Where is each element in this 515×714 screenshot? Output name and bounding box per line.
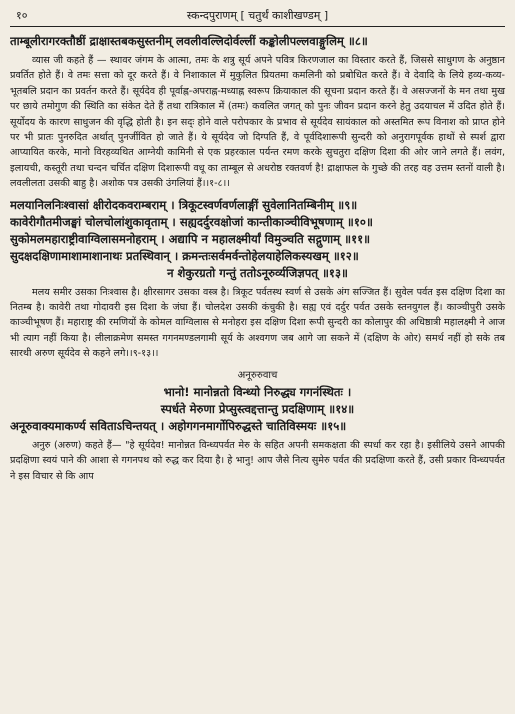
verse-line: मलयानिलनिःश्वासां क्षीरोदकवराम्बराम् । त्रिकूटस्वर्णवर्णलाङ्गीं सुवेलानितम्बिनीम् ॥९॥: [10, 197, 358, 212]
verse-line: ताम्बूलीरागरक्तौष्ठीं द्राक्षास्तबकसुस्तनीम् लवलीवल्लिदोर्वल्लीं कङ्कोलीपल्लवाङ्गुलिम् ॥८॥: [10, 34, 368, 48]
running-title: स्कन्दपुराणम् [ चतुर्थं काशीखण्डम् ]: [186, 9, 329, 22]
commentary-3: [10, 438, 505, 484]
commentary-paragraph: व्यास जी कहते हैं — स्थावर जंगम के आत्मा, तमः के शत्रु सूर्य अपने पवित्र किरणजाल का विस्तार करते हैं, जिससे साधुगण के अनुष्ठान प्रवर्तित होते हैं। वे तमः सत्ता को दूर करते हैं। वे निशाकाल में मुकुलित प्रियतमा कमलिनी को प्रबोधित करते हैं। वे देवादि के लिये हव्य-कव्य-भूतबलि प्रदान का प्रवर्तन करते हैं। सूर्यदेव ही पूर्वाह्न-अपराह्न-मध्याह्न स्वरूप क्रियाकाल की सूचना प्रदान करते हैं। वे असज्जनों के मन तथा मुख पर छाये तमोगुण की स्थिति का संकेत देते हैं तथा रात्रिकाल में (तमः) कवलित जगत् को पुनः जीवन प्रदान करने हेतु उदयाचल में उदित होते हैं। सूर्योदय के कारण साधुजन की वृद्धि होती है। इन सद्‌ः होने वाले परोपकार के प्रभाव से सूर्यदेव सायंकाल को अस्तमित रूप विनाश को प्राप्त होने पर भी प्रातः पुनरुदित अर्थात् पुनर्जीवित हो जाते हैं। ये सूर्यदेव जो दिग्पति हैं, वे पूर्वदिशारूपी सुन्दरी को अनुरागपूर्वक हाथों से स्पर्श द्वारा आप्यायित करके, मानो विरहव्यथित आग्नेयी कामिनी से एक प्रहरकाल पर्यन्त रमण करके सुचतुरा दक्षिण दिशा की ओर जाने लगते हैं। लवंग, इलायची, कस्तूरी तथा चन्दन चर्चित दक्षिण दिशारूपी वधू का ताम्बूल से अधरोष्ठ रक्तवर्ण है! द्राक्षाफल के गुच्छे की तरह वह उत्तम स्तनों वाली है। लवलीलता उसकी बाहु है। अशोक पत्र उसकी उंगलियां हैं।।१-८।।: [10, 55, 505, 190]
commentary-1: [10, 53, 505, 192]
commentary-paragraph: अनुरु (अरुण) कहते हैं— "हे सूर्यदेव! मानोन्नत विन्ध्यपर्वत मेरु के सहित अपनी समकक्षता की स्पर्धा कर रहा है। इसीलिये उसने आपकी प्रदक्षिणा स्वयं पाने की आशा से गगनपथ को रुद्ध कर दिया है। हे भानु! आप जैसे नित्य सुमेरु पर्वत की प्रदक्षिणा करते हैं, उसी प्रकार विन्ध्यपर्वत ने इस विचार से कि आप: [10, 439, 505, 482]
verse-block-3: [10, 384, 505, 435]
verse-line: कावेरीगौतमीजङ्घां चोलचोलांशुकावृताम् । सह्यदर्दुरवक्षोजां कान्तीकाञ्चीविभूषणाम् ॥१०॥: [10, 214, 373, 229]
header-rule: [10, 26, 505, 27]
verse-line: भानो! मानोन्नतो विन्ध्यो निरुद्ध्य गगनंस्थितः ।: [163, 384, 352, 399]
commentary-paragraph: मलय समीर उसका निःश्वास है। क्षीरसागर उसका वस्त्र है। त्रिकूट पर्वतस्थ स्वर्ण से उसके अंग सज्जित हैं। सुवेल पर्वत इस दक्षिण दिशा का नितम्ब है। कावेरी तथा गोदावरी इस दिशा के जंघा हैं। चोलदेश उसकी कंचुकी है। सह्य एवं दर्दुर पर्वत उसके स्तनयुगल हैं। काञ्चीपुरी उसके काञ्चीभूषण हैं। महाराष्ट्र की रमणियों के कोमल वाग्विलास से मनोहरा इस दक्षिण दिशा रूपी सुन्दरी का कोलापुर की अधिष्ठात्री महालक्ष्मी ने आज भी त्याग नहीं किया है। लीलाक्रमेण समस्त गगनमण्डलगामी सूर्य के अश्वगण जब आगे जा सकने में (दक्षिण के ओर) समर्थ नहीं हो सके तब सारथी अरुण सूर्यदेव से कहने लगे।।९-१३।।: [10, 286, 505, 360]
speaker-heading: अनूरुरुवाच: [237, 369, 278, 381]
verse-line: अनूरुवाक्यमाकर्ण्य सविताऽचिन्तयत् । अहोगगनमार्गोपिरुद्धस्ते चातिविस्मयः ॥१५॥: [10, 418, 347, 433]
commentary-2: [10, 285, 505, 362]
verse-line: न शेकुरग्रतो गन्तुं ततोऽनूरुर्व्यजिज्ञपत् ॥१३॥: [167, 265, 348, 280]
page-header: [10, 6, 505, 24]
verse-line: सुदक्षदक्षिणामाशामाशानाथः प्रतस्थिवान् । क्रमन्तःसर्वमर्वन्तोहेलयाहेलिकस्यखम् ॥१२॥: [10, 248, 359, 263]
page-number: १०: [16, 9, 28, 22]
verse-block-2: [10, 197, 505, 282]
verse-line: स्पर्धते मेरुणा प्रेप्सुस्त्वद्दत्तान्तु प्रदक्षिणाम् ॥१४॥: [160, 401, 355, 416]
verse-block-1: [10, 33, 505, 50]
verse-line: सुकोमलमहाराष्ट्रीवाग्विलासमनोहराम् । अद्यापि न महालक्ष्मीर्यां विमुञ्चति सद्गुणाम् ॥११॥: [10, 231, 371, 246]
